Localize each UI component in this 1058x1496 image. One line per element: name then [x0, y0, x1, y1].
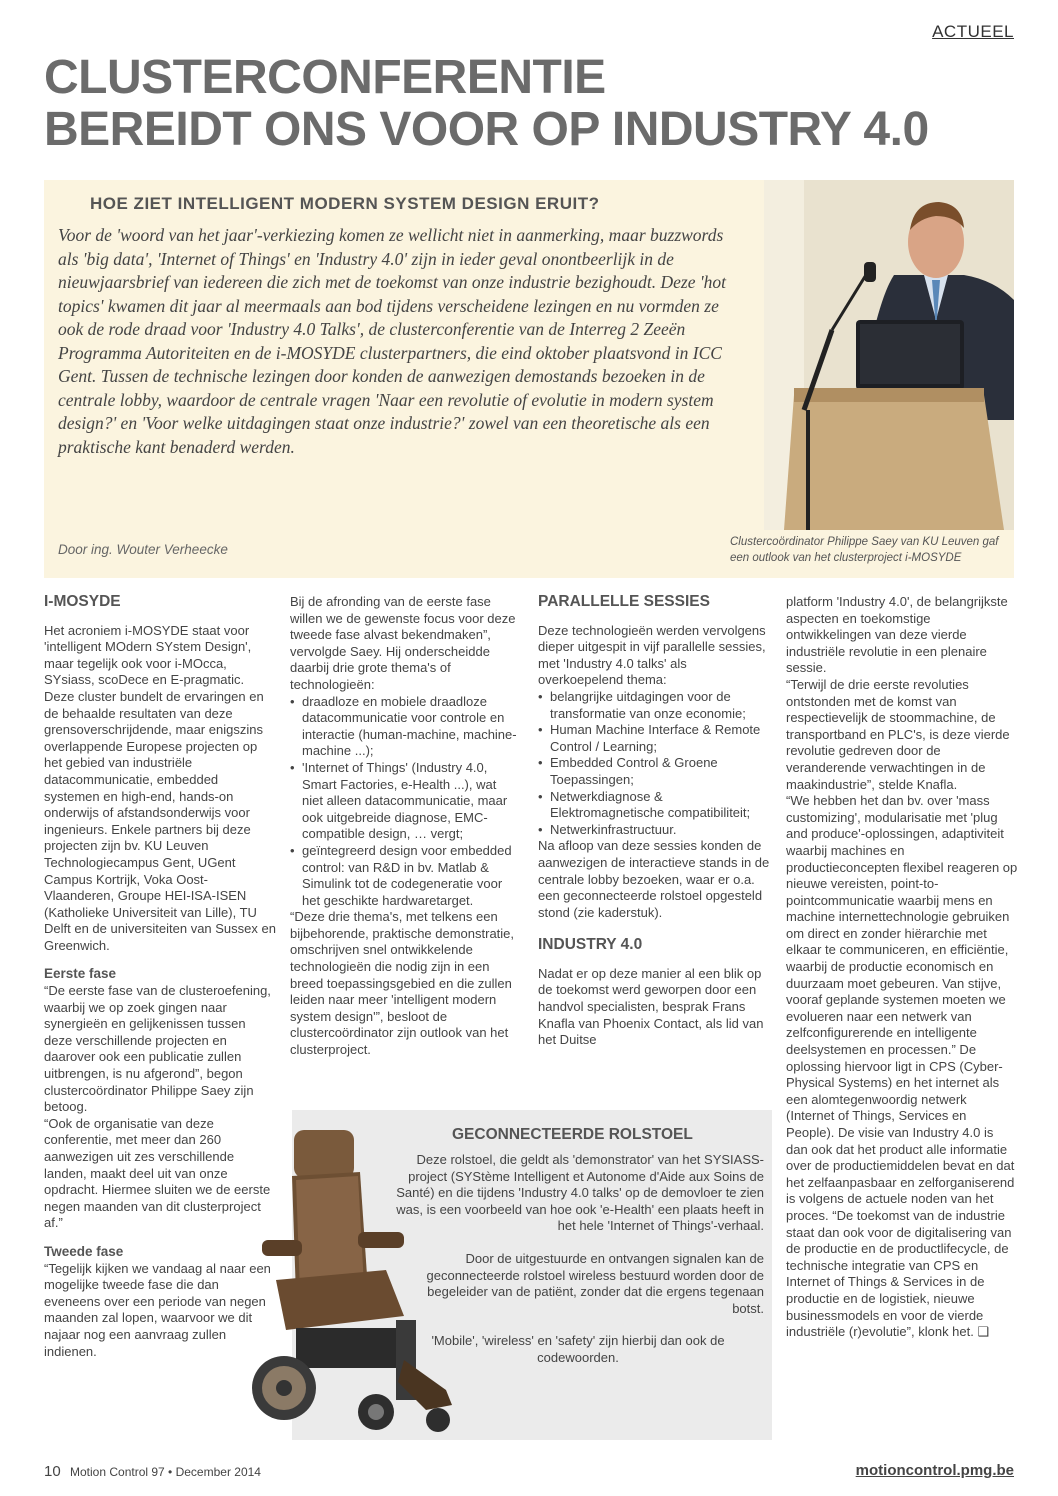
subheading-eerste-fase: Eerste fase [44, 966, 117, 982]
paragraph: Na afloop van deze sessies konden de aanwezigen de interactieve stands in de centrale lobby bezoeken, waar er o.a. een geconnecteerde rolstoel opgesteld stond (zie kaderstuk). [538, 838, 770, 920]
sidebar-heading: GECONNECTEERDE ROLSTOEL [452, 1126, 693, 1143]
list-item: • Embedded Control & Groene Toepassingen; [538, 755, 770, 788]
paragraph: Door de uitgestuurde en ontvangen signalen kan de geconnecteerde rolstoel wireless bestuurd worden door de begeleider van de patiënt, zonder dat die ergens tegenaan botst. [426, 1250, 764, 1316]
article-title [44, 52, 1024, 156]
session-list [538, 689, 770, 838]
website-link[interactable]: motioncontrol.pmg.be [855, 1462, 1014, 1479]
heading-parallelle-sessies: PARALLELLE SESSIES [538, 593, 710, 610]
paragraph: Nadat er op deze manier al een blik op de toekomst werd geworpen door een handvol specialisten, besprak Frans Knafla van Phoenix Contact, als lid van het Duitse [538, 965, 764, 1048]
list-item: • Netwerkdiagnose & Elektromagnetische compatibiliteit; [538, 789, 770, 822]
column-3 [538, 594, 770, 1049]
title-line-2: BEREIDT ONS VOOR OP INDUSTRY 4.0 [44, 103, 929, 156]
paragraph: 'Mobile', 'wireless' en 'safety' zijn hierbij dan ook de codewoorden. [431, 1333, 725, 1365]
section-tag: ACTUEEL [932, 22, 1014, 41]
title-line-1: CLUSTERCONFERENTIE [44, 51, 606, 104]
paragraph: “Tegelijk kijken we vandaag al naar een mogelijke tweede fase die dan eveneens over een periode van negen maanden zal lopen, waarvoor we dit najaar nog een aanvraag zullen indienen. [44, 1260, 271, 1359]
column-2 [290, 594, 520, 1059]
paragraph: Deze rolstoel, die geldt als 'demonstrator' van het SYSIASS-project (SYStème Intelligent et Autonome d'Aide aux Soins de Santé) en die tijdens 'Industry 4.0 talks' op de demovloer te zien was, is een voorbeeld van hoe ook 'e-Health' een plaats heeft in het hele 'Internet of Things'-verhaal. [396, 1152, 764, 1234]
page-number: 10 [44, 1463, 61, 1480]
heading-i-mosyde: I-MOSYDE [44, 593, 121, 610]
photo-caption: Clustercoördinator Philippe Saey van KU Leuven gaf een outlook van het clusterproject i-MOSYDE [730, 536, 999, 564]
list-item: • geïntegreerd design voor embedded control: van R&D in bv. Matlab & Simulink tot de codegeneratie voor het geschikte hardwaretarget. [290, 843, 520, 909]
paragraph: “De eerste fase van de clusteroefening, waarbij we op zoek gingen naar synergieën en gelijkenissen tussen deze verschillende projecten en daarover ook een publicatie zullen uitbrengen, is nu afgerond”, begon clustercoördinator Philippe Saey zijn betoog. [44, 983, 271, 1115]
list-item: • draadloze en mobiele draadloze datacommunicatie voor controle en interactie (human-machine, machine-machine ...); [290, 694, 520, 760]
speaker-photo [764, 180, 1014, 530]
byline: Door ing. Wouter Verheecke [58, 542, 228, 557]
list-item: • Human Machine Interface & Remote Control / Learning; [538, 722, 770, 755]
paragraph: “Deze drie thema's, met telkens een bijbehorende, praktische demonstratie, omschrijven snel ontwikkelende technologieën die nodig zijn in een breed toepassingsgebied en die zullen leiden naar meer 'intelligent modern system design'”, besloot de clustercoördinator zijn outlook van het clusterproject. [290, 909, 515, 1058]
list-item: • belangrijke uitdagingen voor de transformatie van onze economie; [538, 689, 770, 722]
list-item: • 'Internet of Things' (Industry 4.0, Smart Factories, e-Health ...), wat niet alleen datacommunicatie, maar ook uitgebreide diagnose, EMC-compatible design, … vergt; [290, 760, 520, 843]
paragraph: Deze technologieën werden vervolgens dieper uitgespit in vijf parallelle sessies, met 'Industry 4.0 talks' als overkoepelend thema: [538, 622, 766, 688]
column-4 [786, 594, 1018, 1341]
intro-heading: HOE ZIET INTELLIGENT MODERN SYSTEM DESIGN ERUIT? [90, 194, 600, 213]
list-item: • Netwerkinfrastructuur. [538, 822, 770, 839]
wheelchair-photo [236, 1120, 468, 1450]
theme-list [290, 694, 520, 910]
paragraph: Het acroniem i-MOSYDE staat voor 'intelligent MOdern SYstem Design', maar tegelijk ook voor i-MOcca, SYsiass, scoDece en E-pragmatic. Deze cluster bundelt de ervaringen en de behaalde resultaten van deze grensoverschrijdende, maar enigszins overlappende Europese projecten op het gebied van industriële datacommunicatie, embedded systemen en high-end, hands-on onderwijs of afstandsonderwijs voor ingenieurs. Enkele partners bij deze projecten zijn bv. KU Leuven Technologiecampus Gent, UGent Campus Kortrijk, Voka Oost-Vlaanderen, Groupe HEI-ISA-ISEN (Katholieke Universiteit van Lille), TU Delft en de universiteiten van Sussex en Greenwich. [44, 622, 276, 953]
magazine-issue: Motion Control 97 • December 2014 [70, 1465, 261, 1479]
intro-text: Voor de 'woord van het jaar'-verkiezing komen ze wellicht niet in aanmerking, maar buzzwords als 'big data', 'Internet of Things' en 'Industry 4.0' zijn in ieder geval onontbeerlijk in de nieuwjaarsbrief van iedereen die zich met de toekomst van onze industrie bezighoudt. Deze 'hot topics' kwamen dit jaar al meermaals aan bod tijdens verscheidene lezingen en nu vormden ze ook de rode draad voor 'Industry 4.0 Talks', de clusterconferentie van de Interreg 2 Zeeën Programma Autoriteiten en de i-MOSYDE clusterpartners, die eind oktober plaatsvond in ICC Gent. Tussen de technische lezingen door konden de aanwezigen demostands bezoeken in de centrale lobby, waardoor de centrale vragen 'Naar een revolutie of evolutie in modern system design?' en 'Voor welke uitdagingen staat onze industrie?' zowel van een theoretische als een praktische kant benaderd werden. [58, 225, 726, 457]
paragraph: “Ook de organisatie van deze conferentie, met meer dan 260 aanwezigen uit zes verschillende landen, maakt deel uit van onze opdracht. Hiermee sluiten we de eerste negen maanden van dit clusterproject af.” [44, 1115, 271, 1231]
paragraph: platform 'Industry 4.0', de belangrijkste aspecten en toekomstige ontwikkelingen van deze vierde industriële revolutie in een plenaire sessie. [786, 594, 1008, 676]
paragraph: Bij de afronding van de eerste fase willen we de gewenste focus voor deze tweede fase alvast bekendmaken”, vervolgde Saey. Hij onderscheidde daarbij drie grote thema's of technologieën: [290, 594, 516, 692]
intro-box [44, 180, 1014, 578]
subheading-tweede-fase: Tweede fase [44, 1243, 124, 1259]
paragraph: “We hebben het dan bv. over 'mass customizing', modularisatie met 'plug and produce'-oplossingen, adaptiviteit waarbij machines en productieconcepten flexibel reageren op nieuwe vereisten, point-to-pointcommunicatie waarbij mens en machine internettechnologie gebruiken om direct en zonder hiërarchie met elkaar te communiceren, en efficiëntie, waarbij de productie economisch en duurzaam moet gebeuren. Van stijve, vooraf geplande systemen moeten we evolueren naar een netwerk van zelfconfigurerende en intelligente deelsystemen en processen.” De oplossing hiervoor ligt in CPS (Cyber-Physical Systems) en het internet als een alomtegenwoordig netwerk (Internet of Things, Services en People). De visie van Industry 4.0 is dan ook dat het product alle informatie over de productiemiddelen bevat en dat het zelfaanpasbaar en zelforganiserend is volgens de actuele noden van het proces. “De toekomst van de industrie staat dan ook voor de digitalisering van de productie en de productlifecycle, de technische integratie van CPS en Internet of Things & Services in de productie en de logistiek, nieuwe businessmodels en voor de vierde industriële (r)evolutie”, klonk het. ❑ [786, 793, 1018, 1340]
paragraph: “Terwijl de drie eerste revoluties ontstonden met de komst van respectievelijk de stoommachine, de transportband en PLC's, is deze vierde revolutie gedreven door de veranderende verwachtingen in de maakindustrie”, stelde Knafla. [786, 676, 1010, 792]
heading-industry-4-0: INDUSTRY 4.0 [538, 936, 643, 954]
